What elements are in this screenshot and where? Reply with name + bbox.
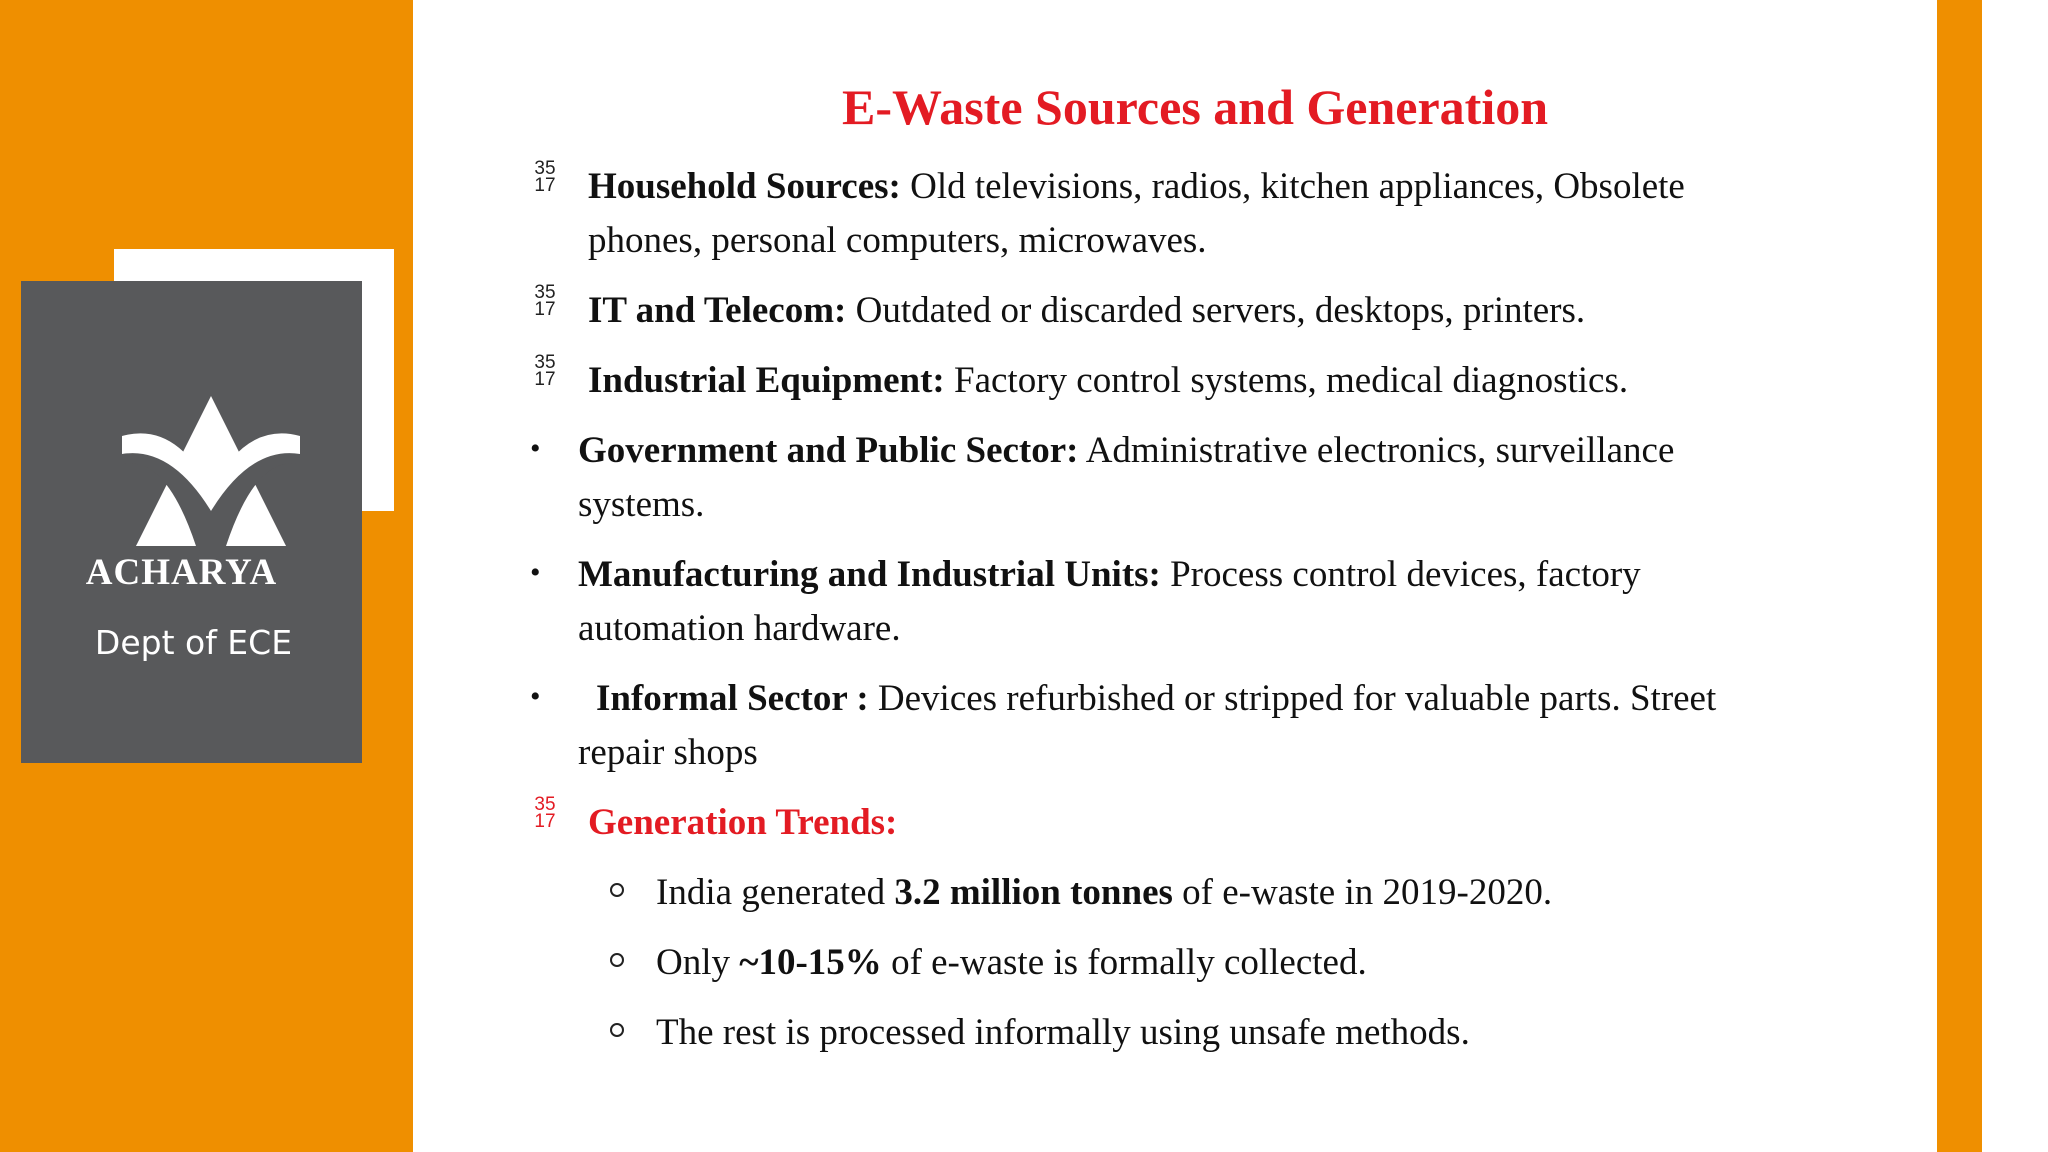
bullet-marker: •	[530, 432, 541, 465]
circle-bullet-icon	[610, 883, 624, 897]
logo-card	[21, 281, 362, 763]
circle-bullet-icon	[610, 953, 624, 967]
item-label: Manufacturing and Industrial Units:	[578, 554, 1161, 595]
acharya-logo-icon	[116, 396, 306, 566]
list-item	[530, 548, 1770, 656]
item-label: IT and Telecom:	[588, 290, 847, 331]
item-label: Household Sources:	[588, 166, 901, 207]
item-text: Process control devices, factory automation hardware.	[578, 554, 1641, 649]
slide-title: E-Waste Sources and Generation	[841, 79, 1549, 135]
dept-label: Dept of ECE	[94, 623, 293, 662]
list-item	[530, 424, 1770, 532]
item-text: Old televisions, radios, kitchen appliances, Obsolete phones, personal computers, microwaves.	[588, 166, 1685, 261]
numeric-marker: 35 17	[534, 352, 556, 390]
bullet-marker: •	[530, 680, 541, 713]
numeric-marker: 35 17	[534, 158, 556, 196]
list-item	[530, 160, 1770, 268]
item-text: Devices refurbished or stripped for valuable parts. Street repair shops	[578, 678, 1717, 773]
circle-bullet-icon	[610, 1023, 624, 1037]
bullet-marker: •	[530, 556, 541, 589]
item-label: Generation Trends:	[588, 802, 898, 843]
trend-item: Only ~10-15% of e-waste is formally collected.	[610, 936, 1770, 990]
content-list	[530, 160, 1770, 1076]
right-orange-bar	[1937, 0, 1982, 1152]
list-item	[530, 672, 1770, 780]
trend-item: India generated 3.2 million tonnes of e-waste in 2019-2020.	[610, 866, 1770, 920]
item-text: Factory control systems, medical diagnostics.	[944, 360, 1629, 401]
trend-item: The rest is processed informally using unsafe methods.	[610, 1006, 1770, 1060]
item-label: Industrial Equipment:	[588, 360, 945, 401]
item-text: Administrative electronics, surveillance systems.	[578, 430, 1675, 525]
numeric-marker: 35 17	[534, 282, 556, 320]
logo-text: ACHARYA	[85, 552, 278, 593]
numeric-marker: 35 17	[534, 794, 556, 832]
list-item	[530, 796, 1770, 850]
item-label: Government and Public Sector:	[578, 430, 1079, 471]
item-label: Informal Sector :	[596, 678, 869, 719]
item-text: Outdated or discarded servers, desktops, printers.	[846, 290, 1586, 331]
list-item	[530, 284, 1770, 338]
list-item	[530, 354, 1770, 408]
